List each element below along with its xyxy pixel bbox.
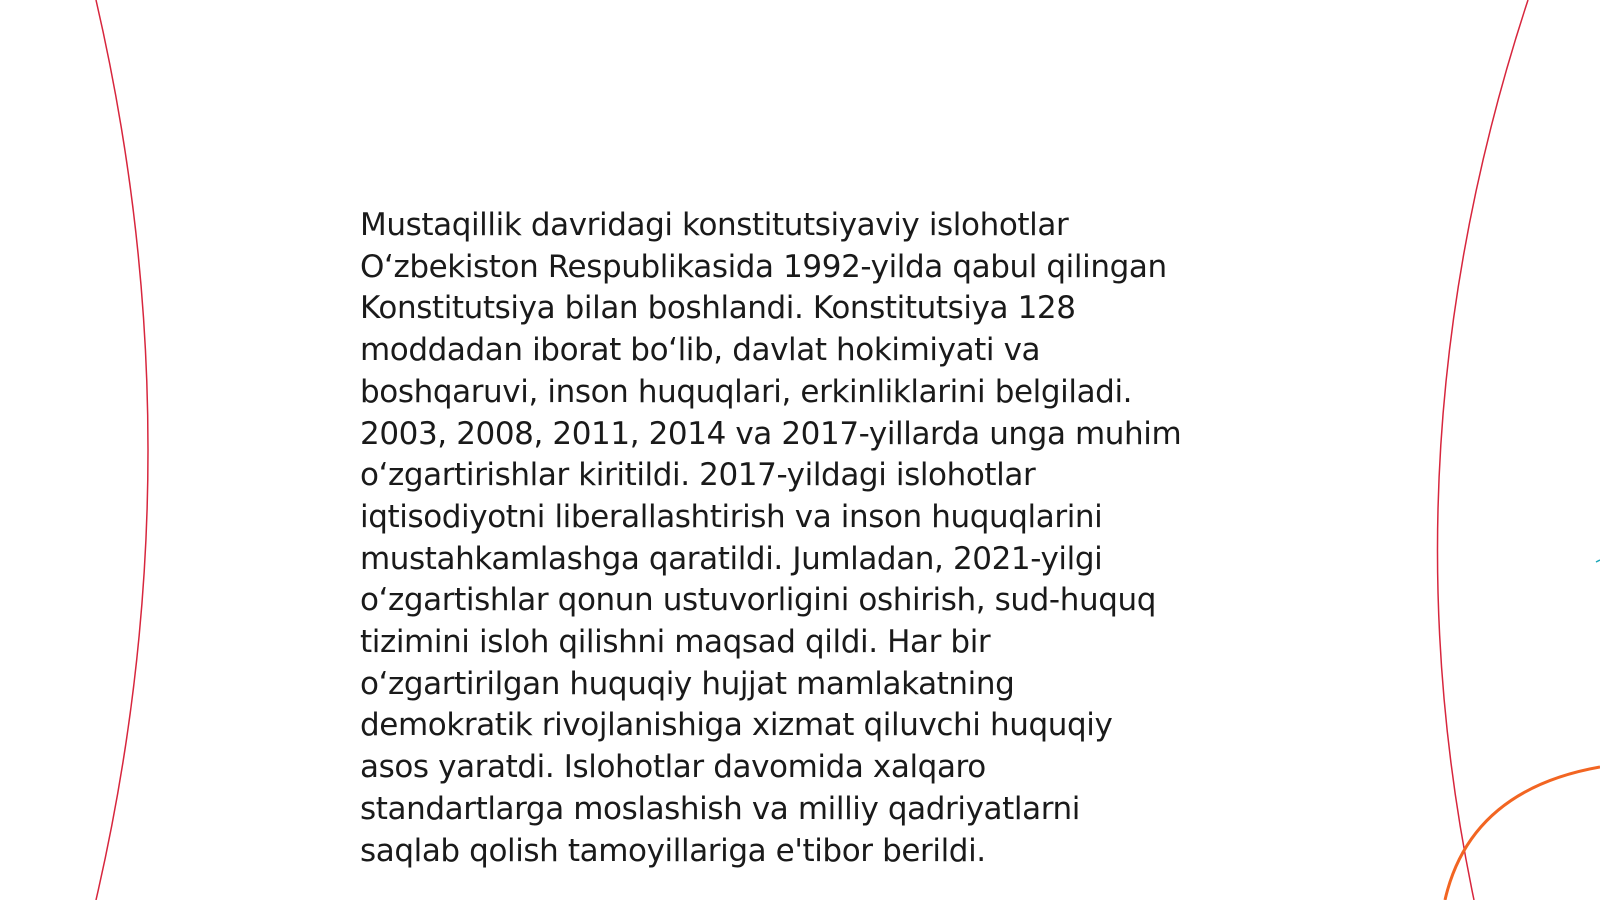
right-red-arc	[1437, 0, 1528, 900]
left-red-arc	[96, 0, 148, 900]
slide-body-text: Mustaqillik davridagi konstitutsiyaviy islohotlar O‘zbekiston Respublikasida 1992-yilda qabul qilingan Konstitutsiya bilan boshlandi. Konstitutsiya 128 moddadan iborat bo‘lib, davlat hokimiyati va boshqaruvi, inson huquqlari, erkinliklarini belgiladi. 2003, 2008, 2011, 2014 va 2017-yillarda unga muhim o‘zgartirishlar kiritildi. 2017-yildagi islohotlar iqtisodiyotni liberallashtirish va inson huquqlarini mustahkamlashga qaratildi. Jumladan, 2021-yilgi o‘zgartishlar qonun ustuvorligini oshirish, sud-huquq tizimini isloh qilishni maqsad qildi. Har bir o‘zgartirilgan huquqiy hujjat mamlakatning demokratik rivojlanishiga xizmat qiluvchi huquqiy asos yaratdi. Islohotlar davomida xalqaro standartlarga moslashish va milliy qadriyatlarni saqlab qolish tamoyillariga e'tibor berildi.	[360, 207, 1182, 869]
bottom-right-orange-arc	[1445, 767, 1600, 900]
right-edge-teal-mark	[1596, 560, 1600, 562]
